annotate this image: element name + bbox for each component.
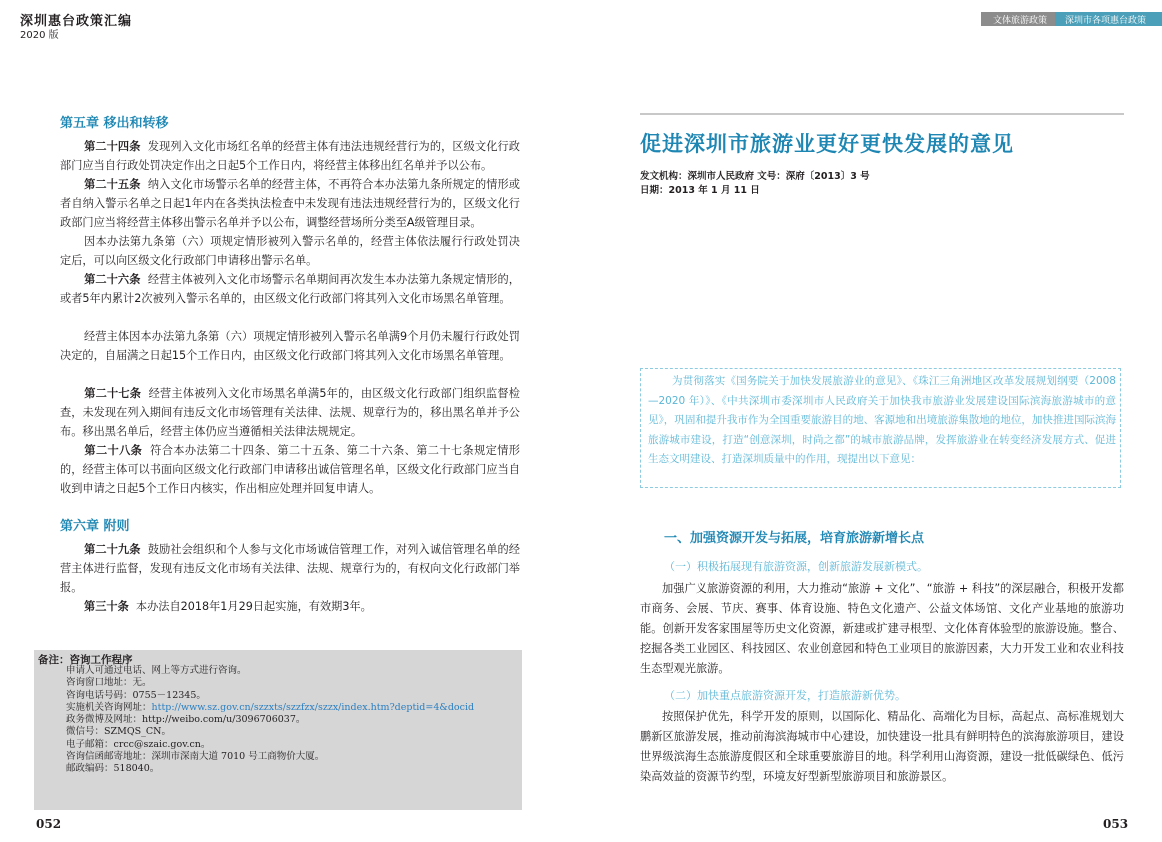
note-line: 咨询窗口地址：无。 — [66, 677, 152, 689]
article-30-text: 本办法自2018年1月29日起实施，有效期3年。 — [135, 600, 372, 613]
note-line: 申请人可通过电话、网上等方式进行咨询。 — [66, 665, 247, 676]
article-25 — [60, 175, 520, 232]
article-29-text: 鼓励社会组织和个人参与文化市场诚信管理工作，对列入诚信管理名单的经营主体进行监督，发现有违反文化市场有关法律、法规、规章行为的，有权向文化行政部门举报。 — [60, 543, 520, 594]
article-27-text: 经营主体被列入文化市场黑名单满5年的，由区级文化行政部门组织监督检查，未发现在列入期间有违反文化市场管理有关法律、法规、规章行为的，移出黑名单并予公布。移出黑名单后，经营主体仍应当遵循相关法律法规规定。 — [60, 387, 520, 438]
article-28-text: 符合本办法第二十四条、第二十五条、第二十六条、第二十七条规定情形的，经营主体可以书面向区级文化行政部门申请移出诚信管理名单，区级文化行政部门应当自收到申请之日起5个工作日内核实，作出相应处理并回复申请人。 — [60, 444, 520, 495]
note-line: 咨询信函邮寄地址：深圳市深南大道 7010 号工商物价大厦。 — [66, 751, 325, 763]
note-line: 电子邮箱：crcc@szaic.gov.cn。 — [66, 738, 211, 750]
document-title: 促进深圳市旅游业更好更快发展的意见 — [640, 132, 1014, 156]
date-line: 日期：2013 年 1 月 11 日 — [640, 185, 760, 196]
note-web-label: 实施机关咨询网址： — [66, 701, 152, 713]
article-26-label: 第二十六条 — [84, 273, 141, 286]
article-25-para2: 因本办法第九条第（六）项规定情形被列入警示名单的，经营主体依法履行行政处罚决定后，可以向区级文化行政部门申请移出警示名单。 — [60, 235, 520, 267]
article-24-label: 第二十四条 — [84, 140, 141, 153]
subsection-1-body: 加强广义旅游资源的利用，大力推动“旅游 + 文化”、“旅游 + 科技”的深层融合，积极开发都市商务、会展、节庆、赛事、体育设施、特色文化遗产、公益文体场馆、文化产业基地的旅游功能。创新开发客家围屋等历史文化资源，新建或扩建寻根型、文化体育体验型的旅游设施。整合、挖掘各类工业园区、科技园区、农业创意园和特色工业项目的旅游因素，大力开发工业和农业科技生态型观光旅游。 — [640, 582, 1124, 675]
article-30 — [60, 597, 520, 616]
article-24-text: 发现列入文化市场红名单的经营主体有违法违规经营行为的，区级文化行政部门应当自行政处罚决定作出之日起5个工作日内，将经营主体移出红名单并予以公布。 — [60, 140, 520, 172]
tab-section: 深圳市各项惠台政策 — [1055, 12, 1162, 26]
article-29-label: 第二十九条 — [84, 543, 141, 556]
issuer-line: 发文机构：深圳市人民政府 文号：深府〔2013〕3 号 — [640, 171, 870, 182]
article-29 — [60, 540, 520, 597]
consult-note-lines — [66, 665, 474, 776]
article-24 — [60, 137, 520, 175]
article-27-label: 第二十七条 — [84, 387, 142, 400]
article-26-text: 经营主体被列入文化市场警示名单期间再次发生本办法第九条规定情形的，或者5年内累计2次被列入警示名单的，由区级文化行政部门将其列入文化市场黑名单管理。 — [60, 273, 520, 305]
article-30-label: 第三十条 — [84, 600, 129, 613]
article-28-label: 第二十八条 — [84, 444, 143, 457]
chapter-5-title: 第五章 移出和转移 — [60, 116, 169, 131]
article-26 — [60, 270, 520, 308]
subsection-1-title: （一）积极拓展现有旅游资源，创新旅游发展新模式。 — [664, 560, 928, 573]
note-line: 微信号：SZMQS_CN。 — [66, 726, 171, 738]
note-line: 邮政编码：518040。 — [66, 763, 160, 775]
article-25-text: 纳入文化市场警示名单的经营主体，不再符合本办法第九条所规定的情形或者自纳入警示名单之日起1年内在各类执法检查中未发现有违法违规经营行为的，区级文化行政部门应当将经营主体移出警示名单并予以公布，调整经营场所分类至A级管理目录。 — [60, 178, 520, 229]
subsection-2-body: 按照保护优先，科学开发的原则，以国际化、精品化、高端化为目标，高起点、高标准规划大鹏新区旅游发展，推动前海滨海城市中心建设，加快建设一批具有鲜明特色的滨海旅游项目，建设世界级滨海生态旅游度假区和全球重要旅游目的地。科学利用山海资源，建设一批低碳绿色、低污染高效益的资源节约型，环境友好型新型旅游项目和旅游景区。 — [640, 710, 1124, 783]
edition-label: 2020 版 — [20, 30, 59, 41]
consult-note-title: 备注：咨询工作程序 — [38, 654, 133, 666]
book-title: 深圳惠台政策汇编 — [20, 14, 133, 29]
section-1-title: 一、加强资源开发与拓展，培育旅游新增长点 — [664, 531, 925, 546]
article-25-label: 第二十五条 — [84, 178, 141, 191]
chapter-6-title: 第六章 附则 — [60, 519, 130, 534]
section-tabs — [981, 12, 1162, 26]
note-line-web — [66, 702, 474, 714]
article-26-para2: 经营主体因本办法第九条第（六）项规定情形被列入警示名单满9个月仍未履行行政处罚决定的，自届满之日起15个工作日内，由区级文化行政部门将其列入文化市场黑名单管理。 — [60, 330, 520, 362]
subsection-2-title: （二）加快重点旅游资源开发，打造旅游新优势。 — [664, 689, 906, 702]
page-number-right: 053 — [1103, 817, 1129, 831]
note-line: 咨询电话号码：0755－12345。 — [66, 689, 206, 701]
page-number-left: 052 — [36, 817, 62, 831]
tab-category: 文体旅游政策 — [981, 12, 1055, 26]
article-28 — [60, 441, 520, 498]
article-27 — [60, 384, 520, 441]
title-divider — [640, 113, 1124, 115]
note-line: 政务微博及网址：http://weibo.com/u/3096706037。 — [66, 714, 306, 726]
intro-text: 为贯彻落实《国务院关于加快发展旅游业的意见》、《珠江三角洲地区改革发展规划纲要（2008—2020 年）》、《中共深圳市委深圳市人民政府关于加快我市旅游业发展建设国际滨海旅游城市的意见》，巩固和提升我市作为全国重要旅游目的地、客源地和出境旅游集散地的地位，加快推进国际滨海旅游城市建设，打造“创意深圳，时尚之都”的城市旅游品牌，发挥旅游业在转变经济发展方式、促进生态文明建设、打造深圳质量中的作用，现提出以下意见： — [648, 375, 1116, 466]
note-web-link[interactable]: http://www.sz.gov.cn/szzxts/szzfzx/szzx/index.htm?deptid=4&docid — [151, 701, 475, 713]
